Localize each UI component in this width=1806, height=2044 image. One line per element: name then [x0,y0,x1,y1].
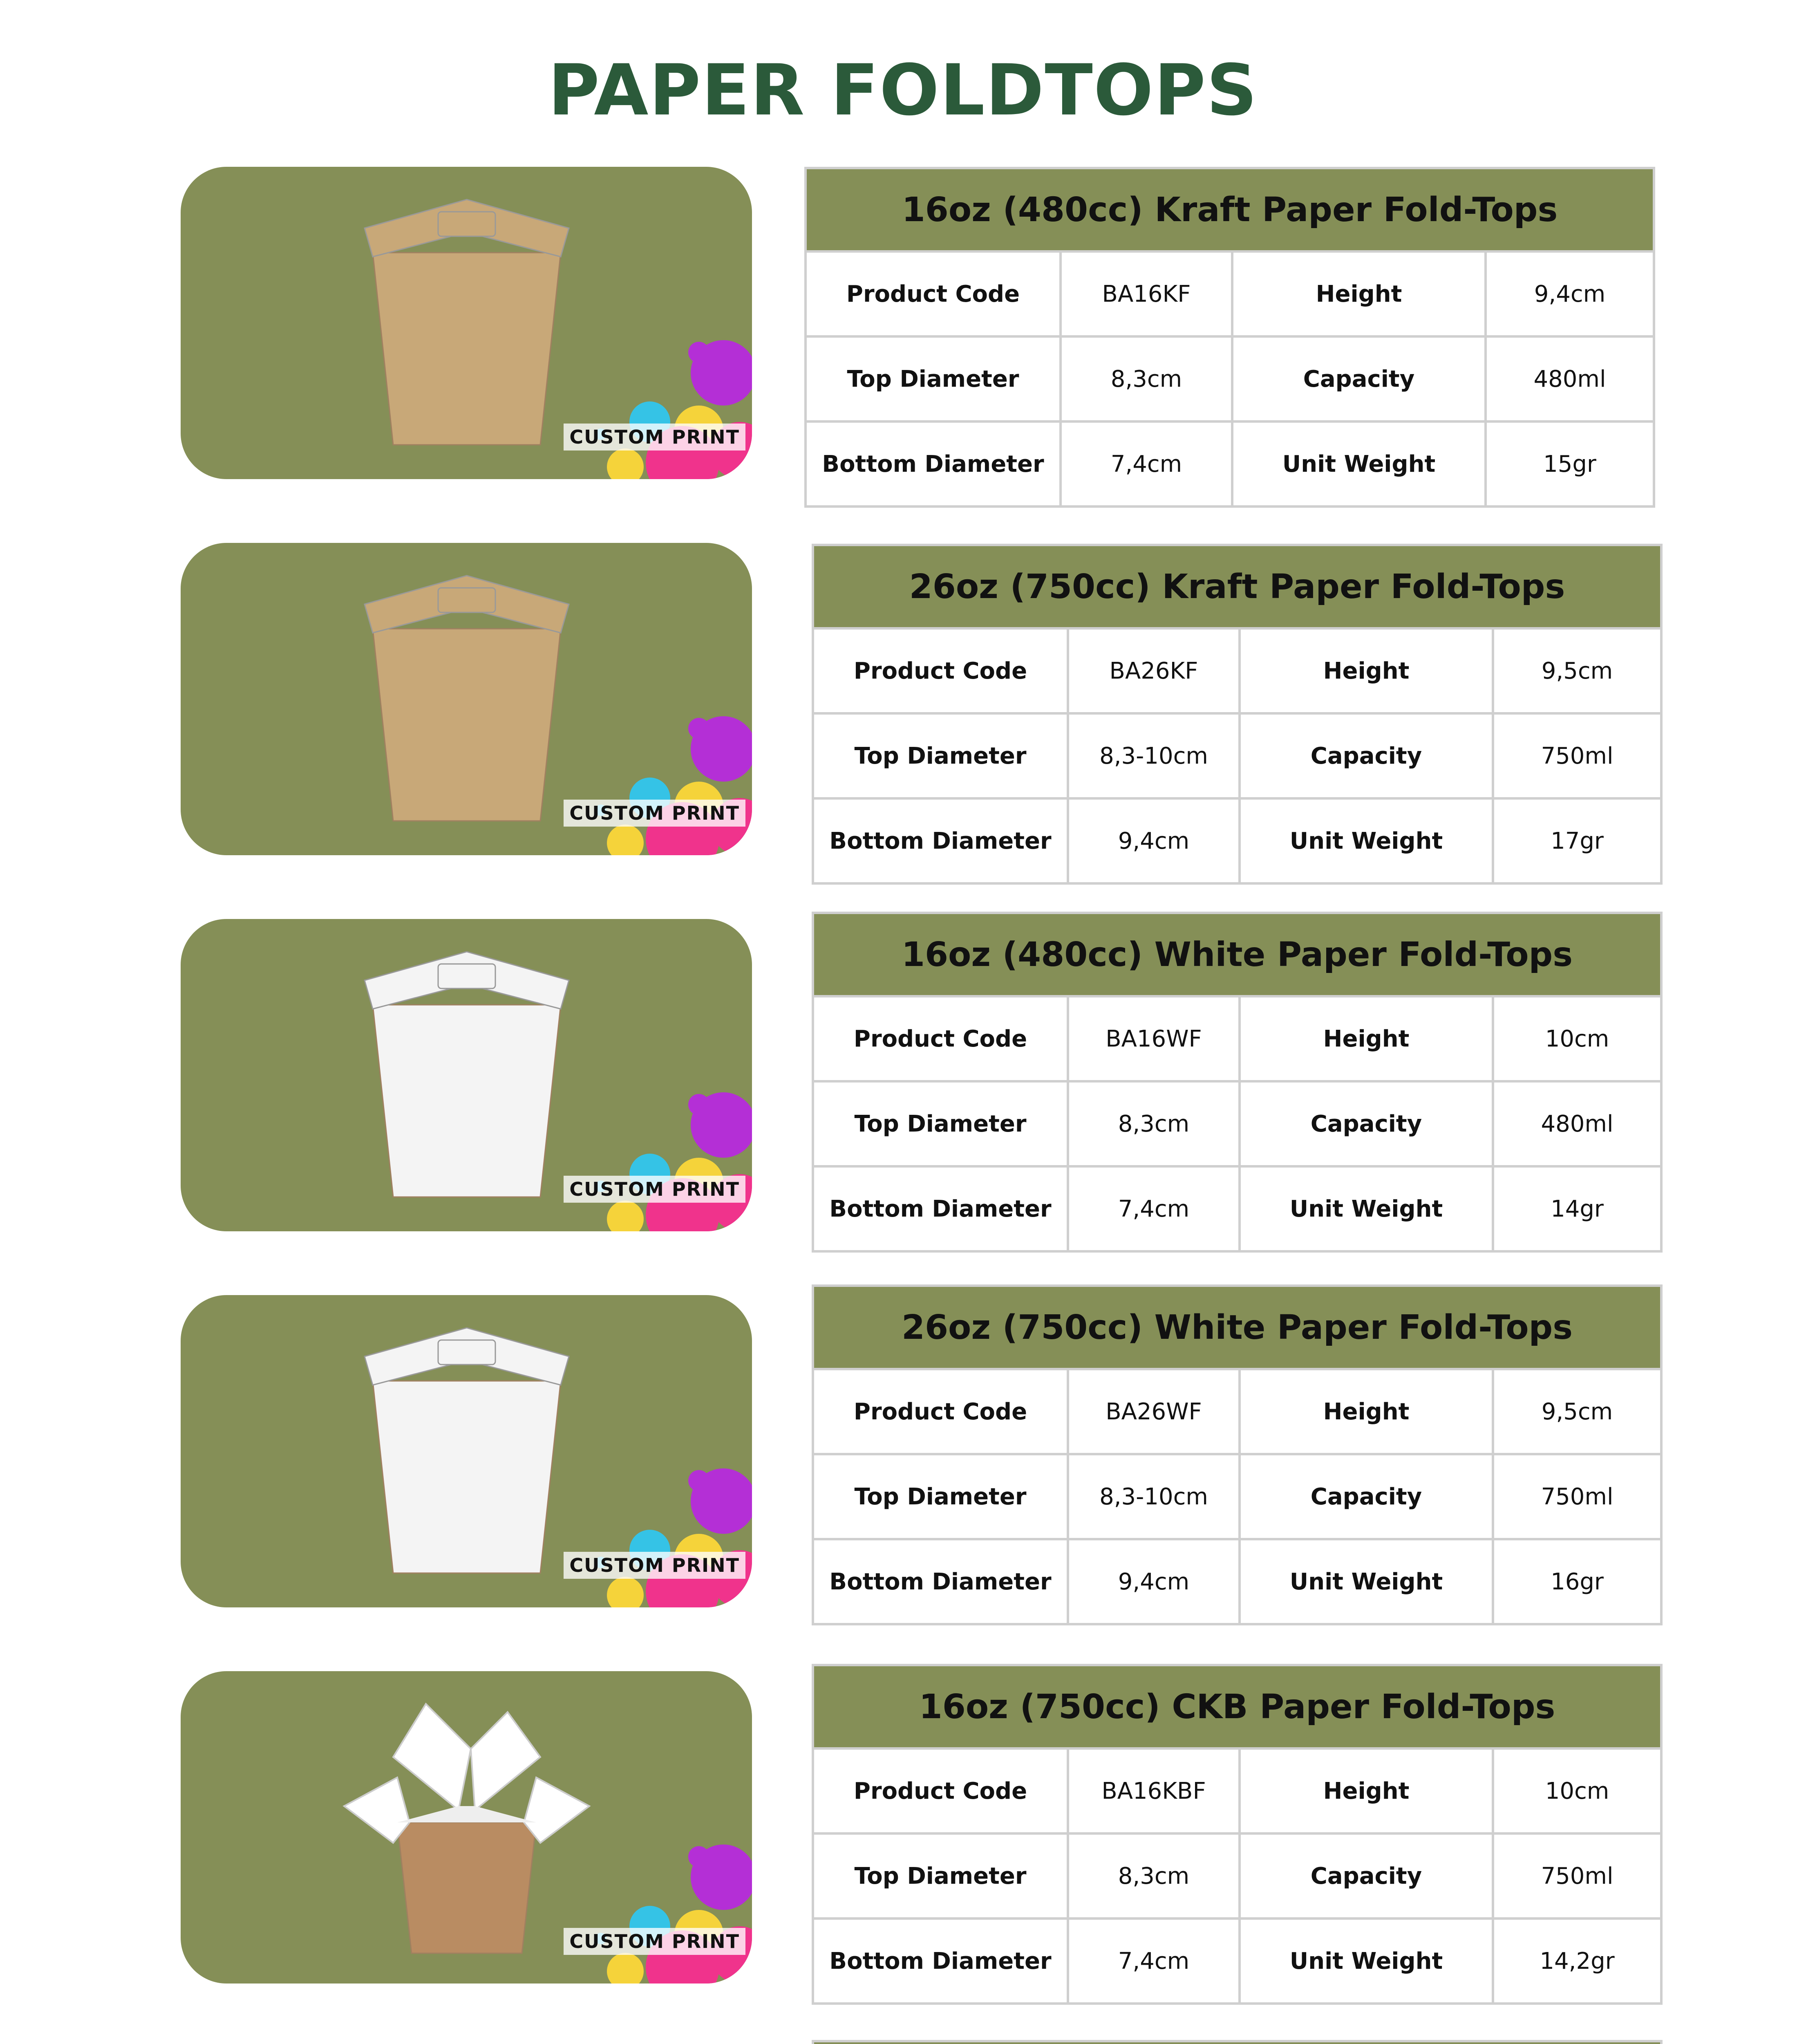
product-row-1 [0,167,1806,502]
product-code-value: BA16WF [1068,996,1240,1081]
spec-table [812,1664,1663,2005]
unit-weight-value: 14gr [1493,1166,1661,1251]
height-value: 10cm [1493,996,1661,1081]
spec-table [812,1284,1663,1625]
product-name [813,2041,1661,2044]
product-image-card [181,167,752,479]
spec-table [812,2040,1663,2044]
top-diameter-label: Top Diameter [813,1081,1068,1166]
height-label: Height [1240,1369,1493,1454]
capacity-value: 480ml [1486,336,1654,421]
top-diameter-value: 8,3-10cm [1068,713,1240,798]
capacity-label: Capacity [1240,1081,1493,1166]
custom-print-badge: CUSTOM PRINT [564,1552,745,1579]
top-diameter-value: 8,3cm [1068,1081,1240,1166]
product-name: 16oz (480cc) Kraft Paper Fold-Tops [806,168,1654,251]
unit-weight-value: 17gr [1493,798,1661,883]
top-diameter-label: Top Diameter [813,1454,1068,1539]
unit-weight-value: 15gr [1486,421,1654,507]
product-name: 16oz (480cc) White Paper Fold-Tops [813,913,1661,996]
height-label: Height [1240,1748,1493,1833]
unit-weight-value: 14,2gr [1493,1918,1661,2004]
bottom-diameter-value: 9,4cm [1068,1539,1240,1624]
top-diameter-value: 8,3-10cm [1068,1454,1240,1539]
unit-weight-label: Unit Weight [1240,798,1493,883]
bottom-diameter-value: 7,4cm [1068,1166,1240,1251]
product-name: 26oz (750cc) Kraft Paper Fold-Tops [813,545,1661,628]
bottom-diameter-label: Bottom Diameter [813,1539,1068,1624]
product-code-label: Product Code [813,628,1068,713]
bottom-diameter-value: 7,4cm [1061,421,1232,507]
product-row-4 [0,1295,1806,1630]
unit-weight-value: 16gr [1493,1539,1661,1624]
paint-splash-decoration [527,704,752,855]
height-label: Height [1232,251,1486,336]
capacity-label: Capacity [1240,713,1493,798]
product-code-value: BA26KF [1068,628,1240,713]
top-diameter-value: 8,3cm [1061,336,1232,421]
bottom-diameter-label: Bottom Diameter [813,1918,1068,2004]
bottom-diameter-label: Bottom Diameter [813,1166,1068,1251]
height-value: 10cm [1493,1748,1661,1833]
product-code-label: Product Code [813,1748,1068,1833]
product-code-value: BA16KBF [1068,1748,1240,1833]
top-diameter-label: Top Diameter [813,1833,1068,1918]
height-value: 9,5cm [1493,1369,1661,1454]
product-image-card [181,1671,752,1983]
custom-print-badge: CUSTOM PRINT [564,1928,745,1955]
unit-weight-label: Unit Weight [1240,1918,1493,2004]
unit-weight-label: Unit Weight [1240,1166,1493,1251]
paint-splash-decoration [527,1456,752,1607]
unit-weight-label: Unit Weight [1232,421,1486,507]
unit-weight-label: Unit Weight [1240,1539,1493,1624]
bottom-diameter-label: Bottom Diameter [806,421,1061,507]
product-code-value: BA16KF [1061,251,1232,336]
capacity-label: Capacity [1240,1833,1493,1918]
capacity-label: Capacity [1240,1454,1493,1539]
custom-print-badge: CUSTOM PRINT [564,1176,745,1203]
top-diameter-value: 8,3cm [1068,1833,1240,1918]
bottom-diameter-value: 9,4cm [1068,798,1240,883]
height-label: Height [1240,628,1493,713]
top-diameter-label: Top Diameter [813,713,1068,798]
height-label: Height [1240,996,1493,1081]
capacity-value: 750ml [1493,713,1661,798]
capacity-value: 750ml [1493,1833,1661,1918]
product-row-5 [0,1671,1806,2006]
spec-table [812,544,1663,885]
height-value: 9,4cm [1486,251,1654,336]
top-diameter-label: Top Diameter [806,336,1061,421]
paint-splash-decoration [527,328,752,479]
product-row-3 [0,919,1806,1254]
spec-table [812,912,1663,1253]
capacity-label: Capacity [1232,336,1486,421]
paint-splash-decoration [527,1832,752,1983]
product-code-label: Product Code [813,996,1068,1081]
product-image-card [181,1295,752,1607]
product-name: 26oz (750cc) White Paper Fold-Tops [813,1286,1661,1369]
product-image-card [181,543,752,855]
product-code-label: Product Code [806,251,1061,336]
product-image-card [181,919,752,1231]
product-code-label: Product Code [813,1369,1068,1454]
custom-print-badge: CUSTOM PRINT [564,800,745,827]
product-row-2 [0,543,1806,878]
paint-splash-decoration [527,1080,752,1231]
capacity-value: 750ml [1493,1454,1661,1539]
capacity-value: 480ml [1493,1081,1661,1166]
product-name: 16oz (750cc) CKB Paper Fold-Tops [813,1665,1661,1748]
custom-print-badge: CUSTOM PRINT [564,424,745,450]
bottom-diameter-value: 7,4cm [1068,1918,1240,2004]
page-title: PAPER FOLDTOPS [548,49,1258,131]
spec-table [804,167,1655,508]
product-code-value: BA26WF [1068,1369,1240,1454]
bottom-diameter-label: Bottom Diameter [813,798,1068,883]
height-value: 9,5cm [1493,628,1661,713]
